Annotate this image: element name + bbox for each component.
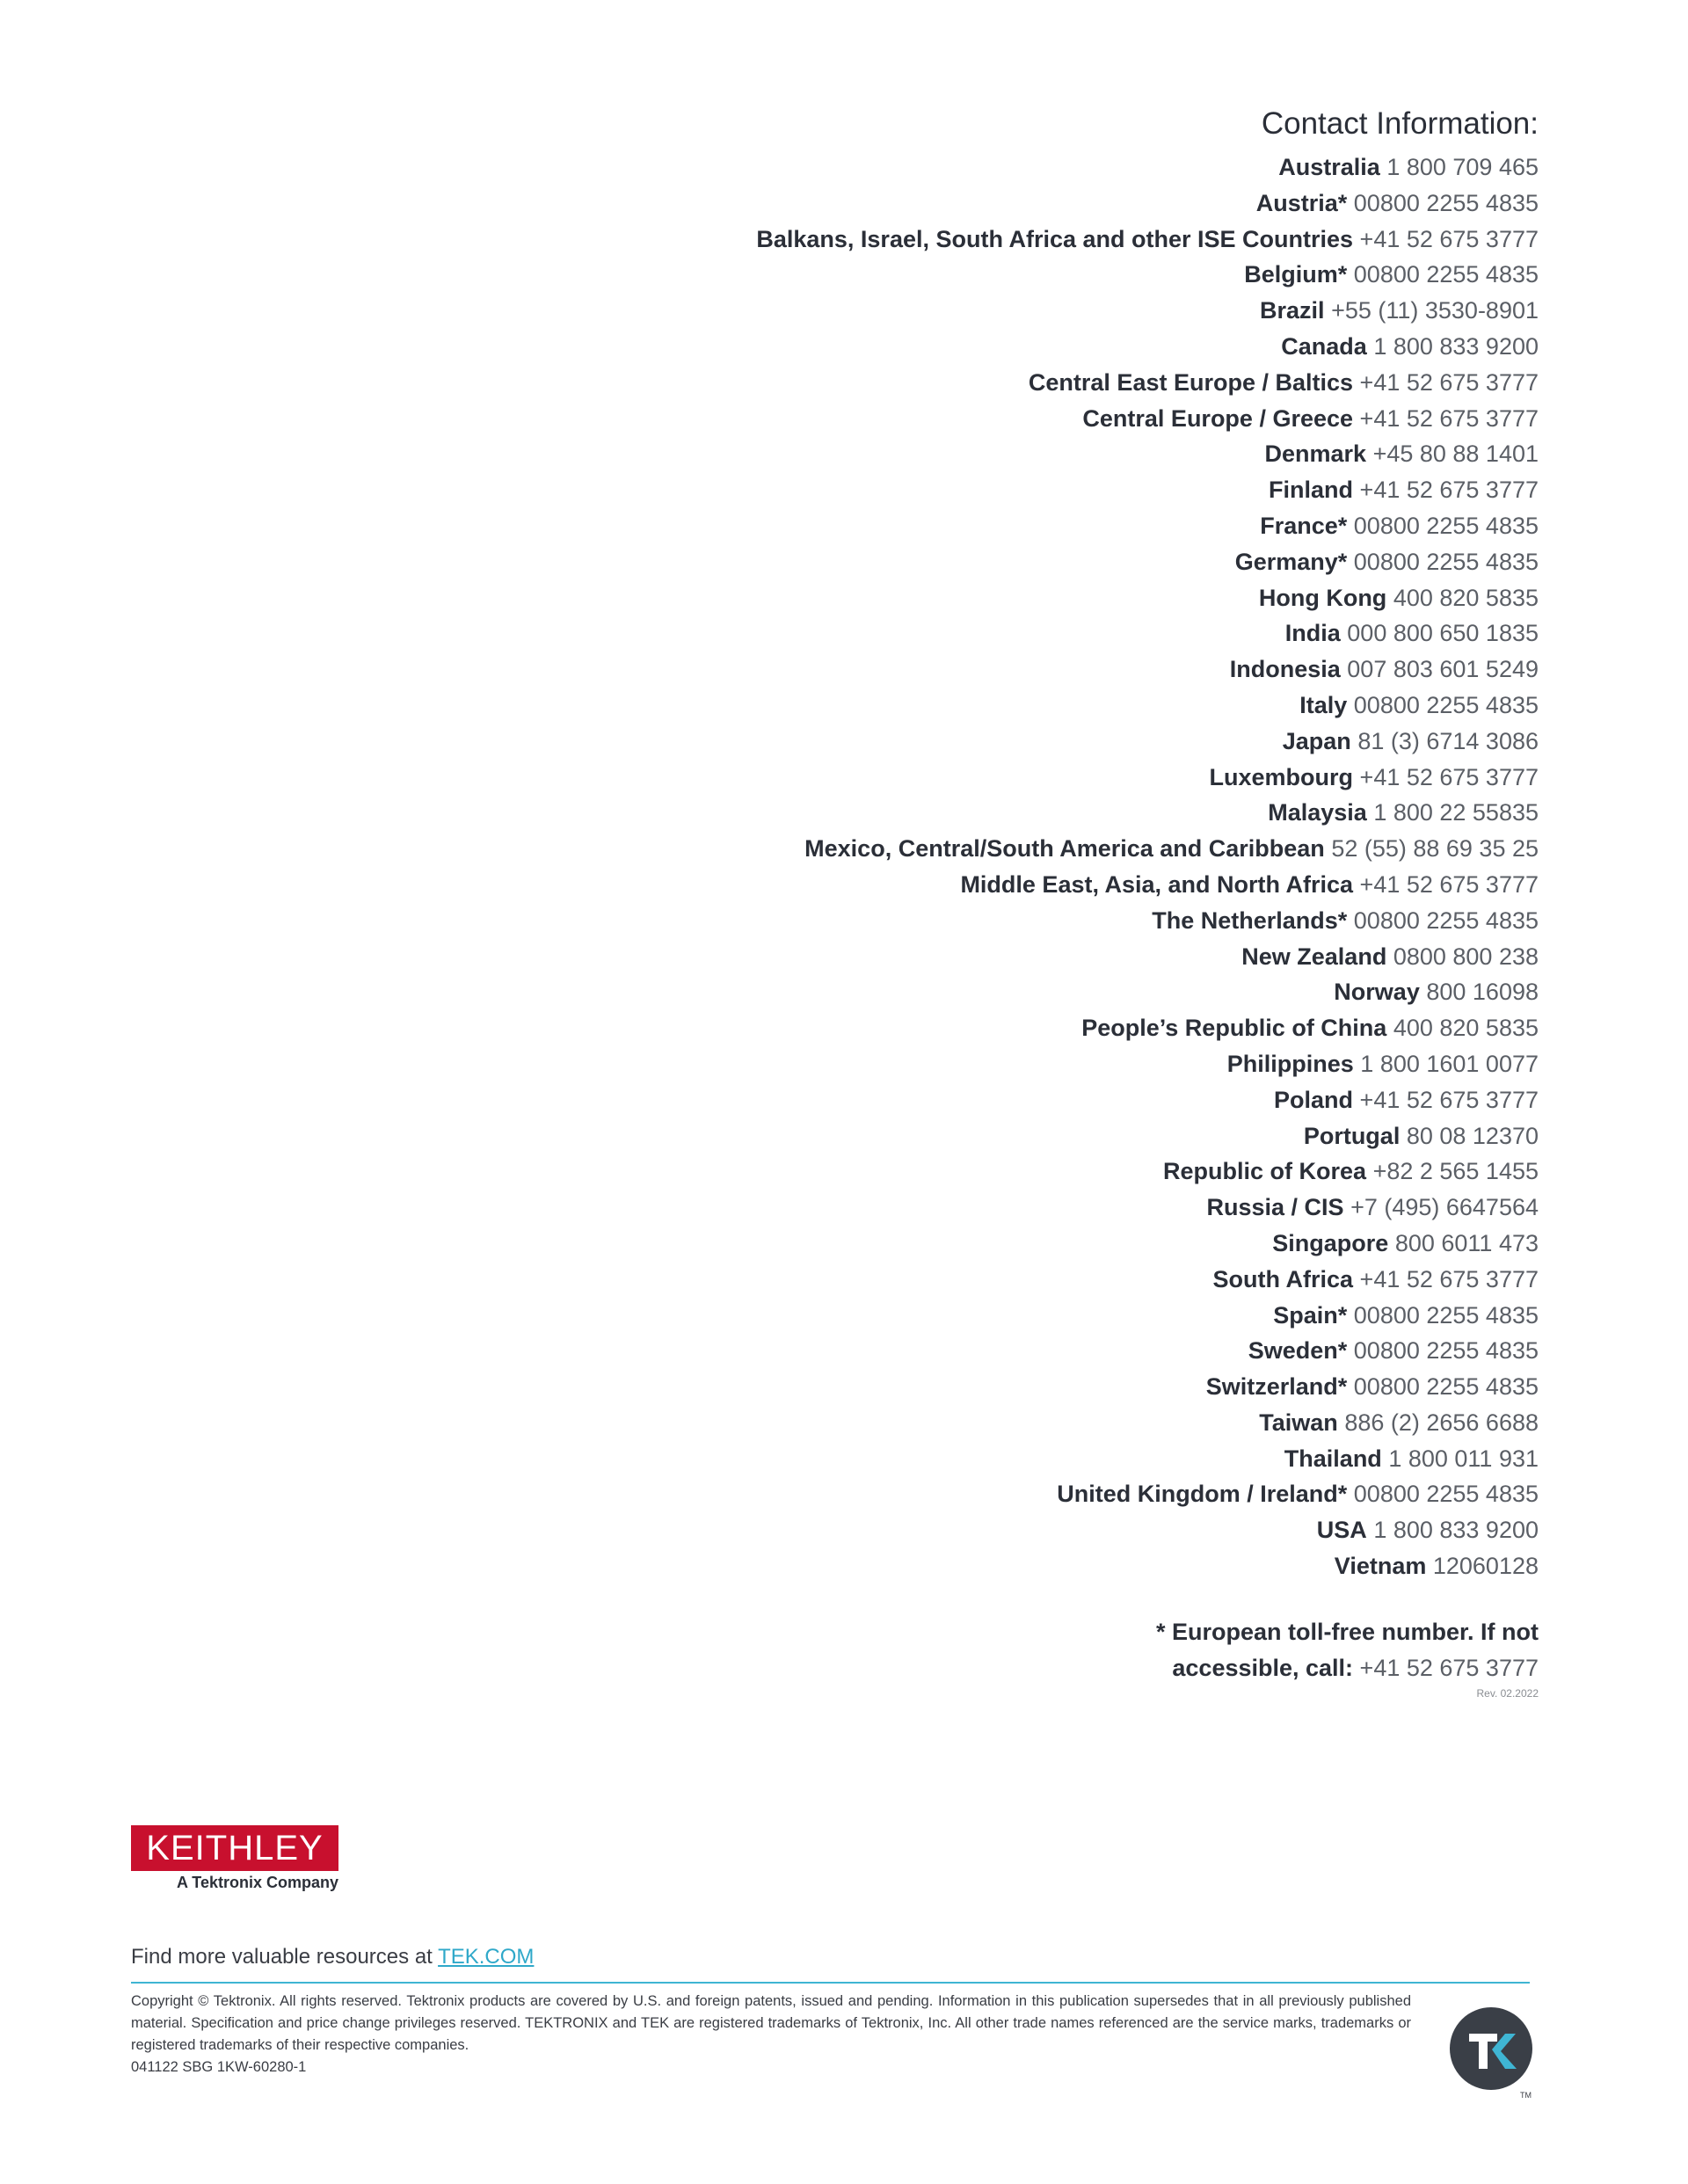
contact-country: Poland [1274, 1086, 1354, 1113]
contact-row [571, 831, 1539, 867]
contact-country: New Zealand [1241, 943, 1387, 970]
contact-row [571, 1405, 1539, 1441]
contact-row [571, 186, 1539, 222]
contact-row [571, 580, 1539, 616]
document-id: 041122 SBG 1KW-60280-1 [131, 2059, 307, 2075]
contact-phone: 80 08 12370 [1406, 1122, 1539, 1149]
contact-country: Central East Europe / Baltics [1028, 368, 1354, 396]
trademark-mark: TM [1520, 2091, 1532, 2100]
footnote-line2-phone: +41 52 675 3777 [1359, 1654, 1539, 1681]
contact-country: Germany* [1234, 548, 1348, 575]
contact-country: South Africa [1212, 1265, 1354, 1292]
contact-phone: 800 6011 473 [1394, 1229, 1539, 1256]
contact-phone: +41 52 675 3777 [1359, 477, 1539, 504]
contact-phone: +41 52 675 3777 [1359, 225, 1539, 252]
contact-country: France* [1260, 512, 1348, 539]
tek-logo-circle [1450, 2007, 1532, 2090]
contact-row [571, 688, 1539, 724]
footer-divider [131, 1982, 1530, 1984]
contact-row [571, 508, 1539, 544]
contact-country: The Netherlands* [1152, 906, 1348, 934]
tek-logo-icon [1450, 2007, 1532, 2090]
contact-row [571, 149, 1539, 186]
toll-free-footnote [571, 1614, 1539, 1686]
contact-row [571, 1046, 1539, 1082]
contact-row [571, 724, 1539, 760]
contact-country: Belgium* [1244, 261, 1348, 288]
contact-phone: +41 52 675 3777 [1359, 870, 1539, 898]
contact-country: Russia / CIS [1206, 1194, 1344, 1221]
contact-row [571, 472, 1539, 508]
contact-phone: 007 803 601 5249 [1347, 656, 1539, 683]
contact-row [571, 257, 1539, 293]
contact-information [571, 95, 1539, 1700]
contact-row [571, 1512, 1539, 1548]
contact-country: Luxembourg [1209, 763, 1354, 790]
contact-row [571, 1441, 1539, 1477]
resources-text: Find more valuable resources at [131, 1945, 433, 1969]
contact-heading: Contact Information: [1261, 106, 1539, 141]
contact-country: Australia [1278, 154, 1380, 180]
contact-country: Canada [1281, 332, 1367, 360]
contact-country: Brazil [1260, 297, 1325, 324]
contact-row [571, 365, 1539, 401]
contact-country: Vietnam [1334, 1553, 1427, 1580]
contact-phone: 52 (55) 88 69 35 25 [1331, 835, 1539, 863]
contact-row [571, 1476, 1539, 1512]
contact-country: Middle East, Asia, and North Africa [960, 870, 1354, 898]
contact-row [571, 1010, 1539, 1046]
contact-phone: +41 52 675 3777 [1359, 1086, 1539, 1113]
contact-row [571, 329, 1539, 365]
contact-row [571, 615, 1539, 652]
contact-phone: 00800 2255 4835 [1353, 512, 1539, 539]
contact-phone: 1 800 22 55835 [1373, 799, 1539, 826]
contact-row [571, 1333, 1539, 1369]
contact-phone: 00800 2255 4835 [1353, 548, 1539, 575]
contact-phone: +41 52 675 3777 [1359, 404, 1539, 432]
contact-country: Switzerland* [1205, 1373, 1348, 1401]
keithley-tagline: A Tektronix Company [176, 1874, 338, 1891]
contact-country: United Kingdom / Ireland* [1057, 1481, 1348, 1508]
contact-row [571, 1548, 1539, 1584]
revision-label: Rev. 02.2022 [1476, 1687, 1539, 1700]
contact-phone: 81 (3) 6714 3086 [1357, 727, 1539, 754]
contact-phone: 400 820 5835 [1393, 1015, 1539, 1042]
contact-row [571, 1190, 1539, 1226]
contact-country: Indonesia [1229, 656, 1341, 683]
contact-country: Hong Kong [1258, 584, 1387, 611]
contact-row [571, 760, 1539, 796]
contact-phone: 00800 2255 4835 [1353, 1337, 1539, 1365]
contact-country: Singapore [1272, 1229, 1389, 1256]
contact-country: Italy [1299, 691, 1348, 718]
contact-phone: 00800 2255 4835 [1353, 1481, 1539, 1508]
contact-phone: 400 820 5835 [1393, 584, 1539, 611]
contact-country: Austria* [1255, 189, 1348, 216]
contact-country: Sweden* [1248, 1337, 1348, 1365]
contact-phone: +82 2 565 1455 [1372, 1158, 1539, 1185]
resources-line [131, 1945, 534, 1969]
contact-phone: 886 (2) 2656 6688 [1344, 1409, 1539, 1436]
contact-phone: 1 800 833 9200 [1373, 332, 1539, 360]
contact-row [571, 1298, 1539, 1334]
contact-row [571, 867, 1539, 903]
contact-row [571, 939, 1539, 975]
contact-country: Denmark [1264, 440, 1367, 468]
contact-phone: +7 (495) 6647564 [1350, 1194, 1539, 1221]
contact-country: Balkans, Israel, South Africa and other ISE Countries [756, 225, 1354, 252]
keithley-wordmark: KEITHLEY [131, 1825, 338, 1871]
contact-country: Finland [1269, 477, 1354, 504]
contact-phone: +45 80 88 1401 [1372, 440, 1539, 468]
contact-row [571, 293, 1539, 329]
contact-row [571, 544, 1539, 580]
contact-row [571, 1226, 1539, 1262]
contact-row [571, 436, 1539, 472]
keithley-logo [131, 1825, 338, 1892]
contact-row [571, 795, 1539, 831]
contact-phone: 00800 2255 4835 [1353, 189, 1539, 216]
contact-country: Malaysia [1268, 799, 1367, 826]
contact-row [571, 1154, 1539, 1190]
footnote-line2-label: accessible, call: [1172, 1654, 1354, 1681]
tek-com-link[interactable]: TEK.COM [438, 1945, 535, 1969]
contact-country: Thailand [1284, 1445, 1382, 1472]
contact-phone: 800 16098 [1426, 979, 1539, 1006]
contact-row [571, 1118, 1539, 1154]
contact-phone: +55 (11) 3530-8901 [1331, 297, 1539, 324]
contact-phone: 1 800 1601 0077 [1360, 1050, 1539, 1077]
contact-country: India [1284, 620, 1341, 647]
contact-phone: 00800 2255 4835 [1353, 1373, 1539, 1401]
copyright-text: Copyright © Tektronix. All rights reserved. Tektronix products are covered by U.S. and foreign patents, issued and pending. Information in this publication supersedes that in all previously published material. Specification and price change privileges reserved. TEKTRONIX and TEK are registered trademarks of Tektronix, Inc. All other trade names referenced are the service marks, trademarks or registered trademarks of their respective companies. [131, 1993, 1411, 2053]
contact-row [571, 1262, 1539, 1298]
contact-country: Spain* [1273, 1301, 1348, 1329]
contact-country: Central Europe / Greece [1082, 404, 1354, 432]
contact-country: Portugal [1303, 1122, 1401, 1149]
contact-phone: 00800 2255 4835 [1353, 906, 1539, 934]
contact-row [571, 1082, 1539, 1118]
contact-country: Norway [1334, 979, 1420, 1006]
contact-phone: +41 52 675 3777 [1359, 368, 1539, 396]
contact-country: USA [1316, 1517, 1367, 1544]
contact-row [571, 903, 1539, 939]
contact-row [571, 974, 1539, 1010]
contact-row [571, 222, 1539, 258]
contact-phone: 0800 800 238 [1393, 943, 1539, 970]
contact-phone: 1 800 709 465 [1386, 154, 1539, 180]
footnote-line1: * European toll-free number. If not [1155, 1618, 1539, 1645]
contact-country: Taiwan [1259, 1409, 1338, 1436]
contact-country: Japan [1282, 727, 1351, 754]
contact-row [571, 652, 1539, 688]
contact-phone: 1 800 011 931 [1388, 1445, 1539, 1472]
contact-phone: 12060128 [1432, 1553, 1539, 1580]
contact-phone: 1 800 833 9200 [1373, 1517, 1539, 1544]
contact-row [571, 1369, 1539, 1405]
contact-country: Philippines [1226, 1050, 1354, 1077]
contact-phone: 00800 2255 4835 [1353, 261, 1539, 288]
contact-country: People’s Republic of China [1081, 1015, 1387, 1042]
contact-country: Republic of Korea [1163, 1158, 1367, 1185]
contact-phone: 00800 2255 4835 [1353, 691, 1539, 718]
contact-row [571, 401, 1539, 437]
contact-phone: 00800 2255 4835 [1353, 1301, 1539, 1329]
contact-phone: +41 52 675 3777 [1359, 763, 1539, 790]
contact-phone: +41 52 675 3777 [1359, 1265, 1539, 1292]
copyright-block [131, 1991, 1411, 2078]
contact-country: Mexico, Central/South America and Caribbean [804, 835, 1325, 863]
contact-list [571, 149, 1539, 1584]
contact-phone: 000 800 650 1835 [1347, 620, 1539, 647]
